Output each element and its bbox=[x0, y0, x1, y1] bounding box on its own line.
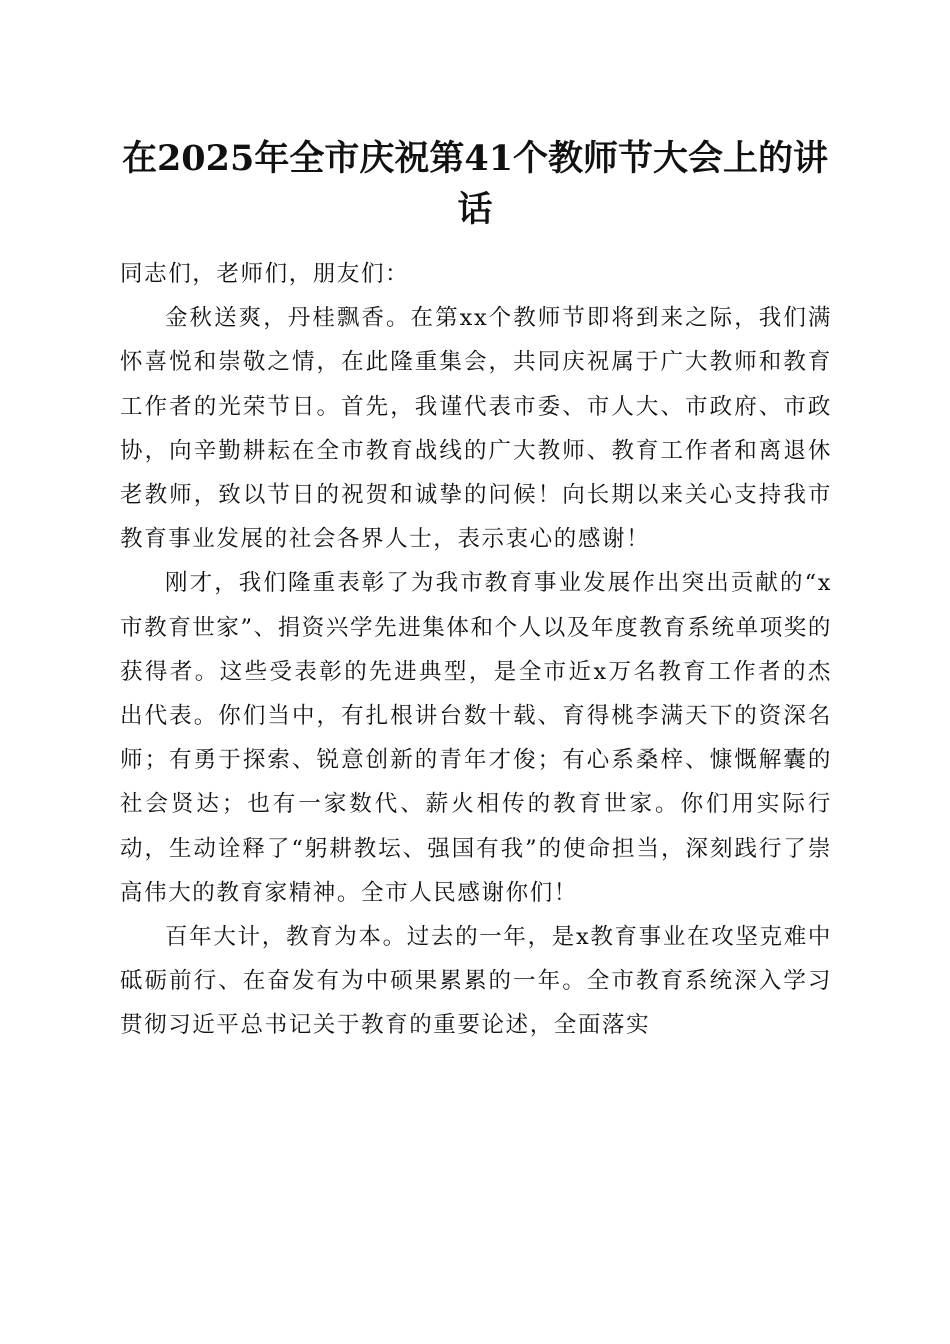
paragraph-3: 百年大计，教育为本。过去的一年，是x教育事业在攻坚克难中砥砺前行、在奋发有为中硕果累累的一年。全市教育系统深入学习贯彻习近平总书记关于教育的重要论述，全面落实 bbox=[120, 924, 832, 1039]
salutation: 同志们，老师们，朋友们： bbox=[120, 261, 410, 287]
document-body bbox=[120, 252, 832, 1048]
paragraph-1: 金秋送爽，丹桂飘香。在第xx个教师节即将到来之际，我们满怀喜悦和崇敬之情，在此隆重集会，共同庆祝属于广大教师和教育工作者的光荣节日。首先，我谨代表市委、市人大、市政府、市政协，向辛勤耕耘在全市教育战线的广大教师、教育工作者和离退休老教师，致以节日的祝贺和诚挚的问候！向长期以来关心支持我市教育事业发展的社会各界人士，表示衷心的感谢！ bbox=[120, 305, 832, 553]
paragraph-2: 刚才，我们隆重表彰了为我市教育事业发展作出突出贡献的“x市教育世家”、捐资兴学先进集体和个人以及年度教育系统单项奖的获得者。这些受表彰的先进典型，是全市近x万名教育工作者的杰出代表。你们当中，有扎根讲台数十载、育得桃李满天下的资深名师；有勇于探索、锐意创新的青年才俊；有心系桑梓、慷慨解囊的社会贤达；也有一家数代、薪火相传的教育世家。你们用实际行动，生动诠释了“躬耕教坛、强国有我”的使命担当，深刻践行了崇高伟大的教育家精神。全市人民感谢你们！ bbox=[120, 570, 833, 906]
document-title: 在2025年全市庆祝第41个教师节大会上的讲话 bbox=[121, 138, 829, 230]
